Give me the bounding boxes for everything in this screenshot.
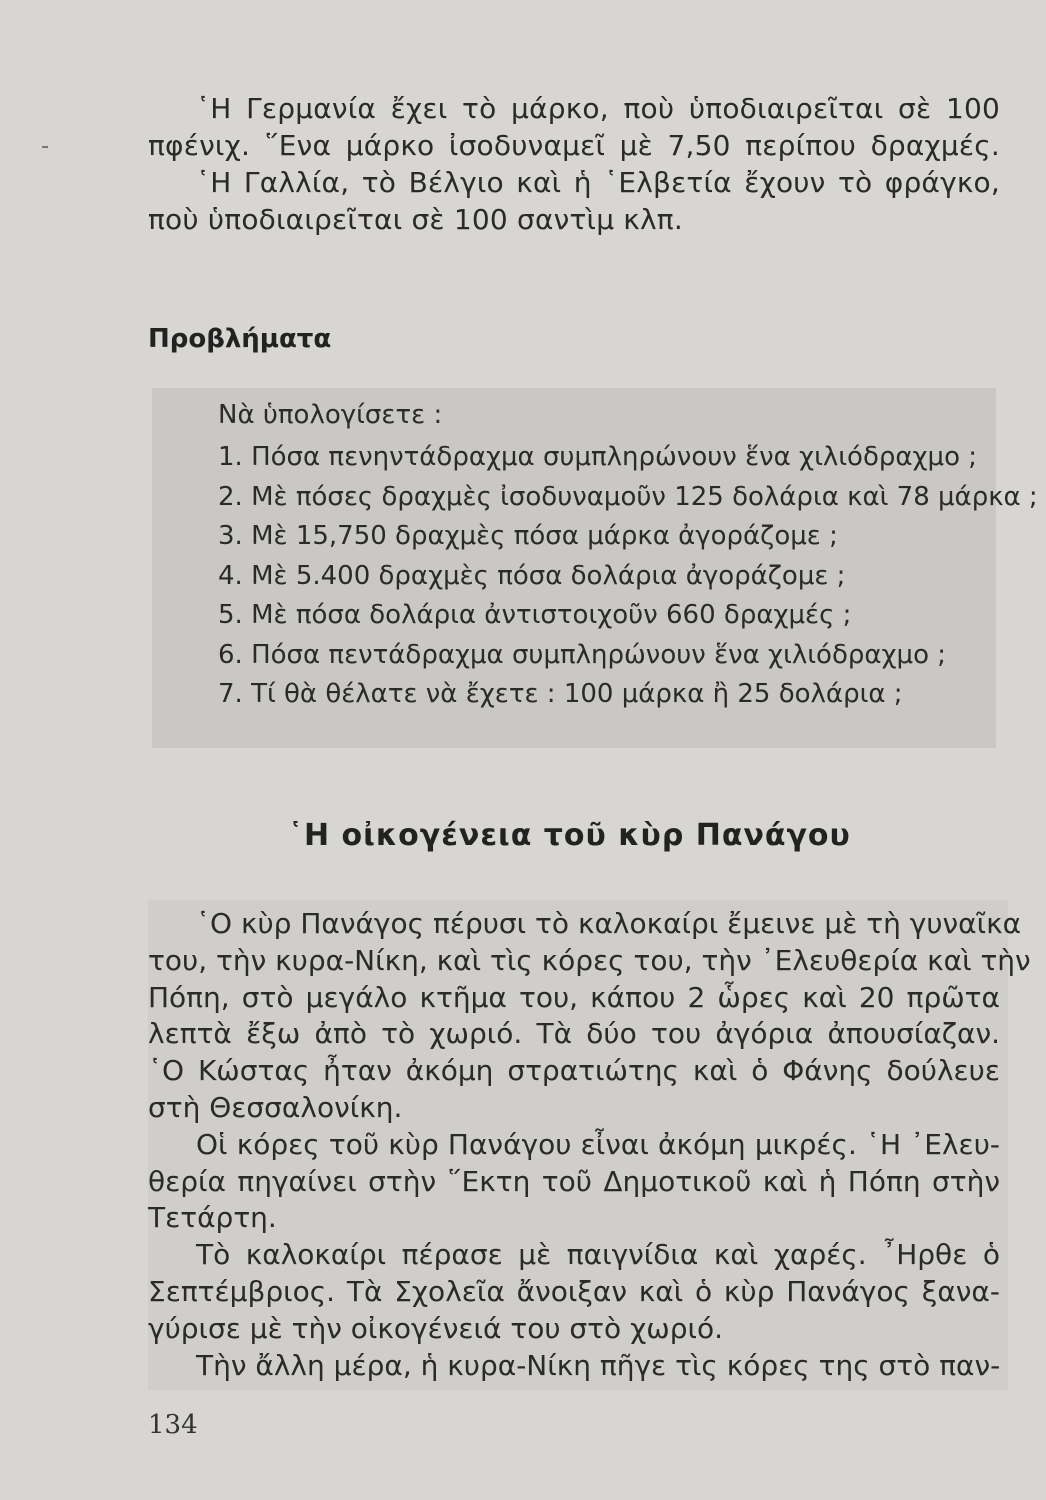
margin-mark — [42, 146, 48, 148]
story-line: ῾Ο Κώστας ἦταν ἀκόμη στρατιώτης καὶ ὁ Φάνης δούλευε — [148, 1054, 1000, 1088]
problem-item: 4. Μὲ 5.400 δραχμὲς πόσα δολάρια ἀγοράζομε ; — [218, 560, 846, 591]
story-line: θερία πηγαίνει στὴν ῞Εκτη τοῦ Δημοτικοῦ καὶ ἡ Πόπη στὴν — [148, 1164, 1000, 1198]
problems-instruction: Νὰ ὑπολογίσετε : — [218, 400, 443, 430]
problems-list — [218, 396, 1038, 715]
story-line: Σεπτέμβριος. Τὰ Σχολεῖα ἄνοιξαν καὶ ὁ κὺρ Πανάγος ξανα- — [148, 1274, 1000, 1308]
story-line: του, τὴν κυρα-Νίκη, καὶ τὶς κόρες του, τὴν ᾿Ελευθερία καὶ τὴν — [148, 943, 1031, 977]
problems-heading: Προβλήματα — [148, 324, 332, 354]
story-line: στὴ Θεσσαλονίκη. — [148, 1090, 403, 1124]
story-line: Οἱ κόρες τοῦ κὺρ Πανάγου εἶναι ἀκόμη μικρές. ῾Η ᾿Ελευ- — [196, 1127, 1000, 1161]
problem-item: 5. Μὲ πόσα δολάρια ἀντιστοιχοῦν 660 δραχμές ; — [218, 600, 852, 630]
story-line: γύρισε μὲ τὴν οἰκογένειά του στὸ χωριό. — [148, 1311, 723, 1345]
story-heading: ῾Η οἰκογένεια τοῦ κὺρ Πανάγου — [288, 818, 851, 853]
problem-item: 1. Πόσα πενηντάδραχμα συμπληρώνουν ἕνα χιλιόδραχμο ; — [218, 442, 978, 472]
intro-line: ῾Η Γερμανία ἔχει τὸ μάρκο, ποὺ ὑποδιαιρεῖται σὲ 100 — [196, 92, 1000, 125]
story-line: ῾Ο κὺρ Πανάγος πέρυσι τὸ καλοκαίρι ἔμεινε μὲ τὴ γυναῖκα — [196, 907, 1022, 940]
story-text — [148, 906, 1031, 1384]
problem-item: 2. Μὲ πόσες δραχμὲς ἰσοδυναμοῦν 125 δολάρια καὶ 78 μάρκα ; — [218, 481, 1038, 512]
story-line: Πόπη, στὸ μεγάλο κτῆμα του, κάπου 2 ὧρες καὶ 20 πρῶτα — [148, 980, 1000, 1014]
intro-line: ποὺ ὑποδιαιρεῖται σὲ 100 σαντὶμ κλπ. — [148, 203, 683, 236]
problem-item: 7. Τί θὰ θέλατε νὰ ἔχετε : 100 μάρκα ἢ 25 δολάρια ; — [218, 679, 903, 709]
intro-paragraph — [148, 90, 1008, 238]
story-line: Τὸ καλοκαίρι πέρασε μὲ παιγνίδια καὶ χαρές. ῏Ηρθε ὁ — [196, 1238, 1000, 1272]
story-line: Τετάρτη. — [148, 1201, 277, 1235]
story-line: λεπτὰ ἔξω ἀπὸ τὸ χωριό. Τὰ δύο του ἀγόρια ἀπουσίαζαν. — [148, 1017, 1000, 1051]
story-line: Τὴν ἄλλη μέρα, ἡ κυρα-Νίκη πῆγε τὶς κόρες της στὸ παν- — [196, 1348, 1001, 1382]
problem-item: 6. Πόσα πεντάδραχμα συμπληρώνουν ἕνα χιλιόδραχμο ; — [218, 639, 946, 670]
page-number: 134 — [148, 1410, 198, 1440]
intro-line: ῾Η Γαλλία, τὸ Βέλγιο καὶ ἡ ῾Ελβετία ἔχουν τὸ φράγκο, — [196, 166, 1000, 199]
intro-line: πφένιχ. ῞Ενα μάρκο ἰσοδυναμεῖ μὲ 7,50 περίπου δραχμές. — [148, 129, 1000, 162]
problem-item: 3. Μὲ 15,750 δραχμὲς πόσα μάρκα ἀγοράζομε ; — [218, 521, 838, 551]
